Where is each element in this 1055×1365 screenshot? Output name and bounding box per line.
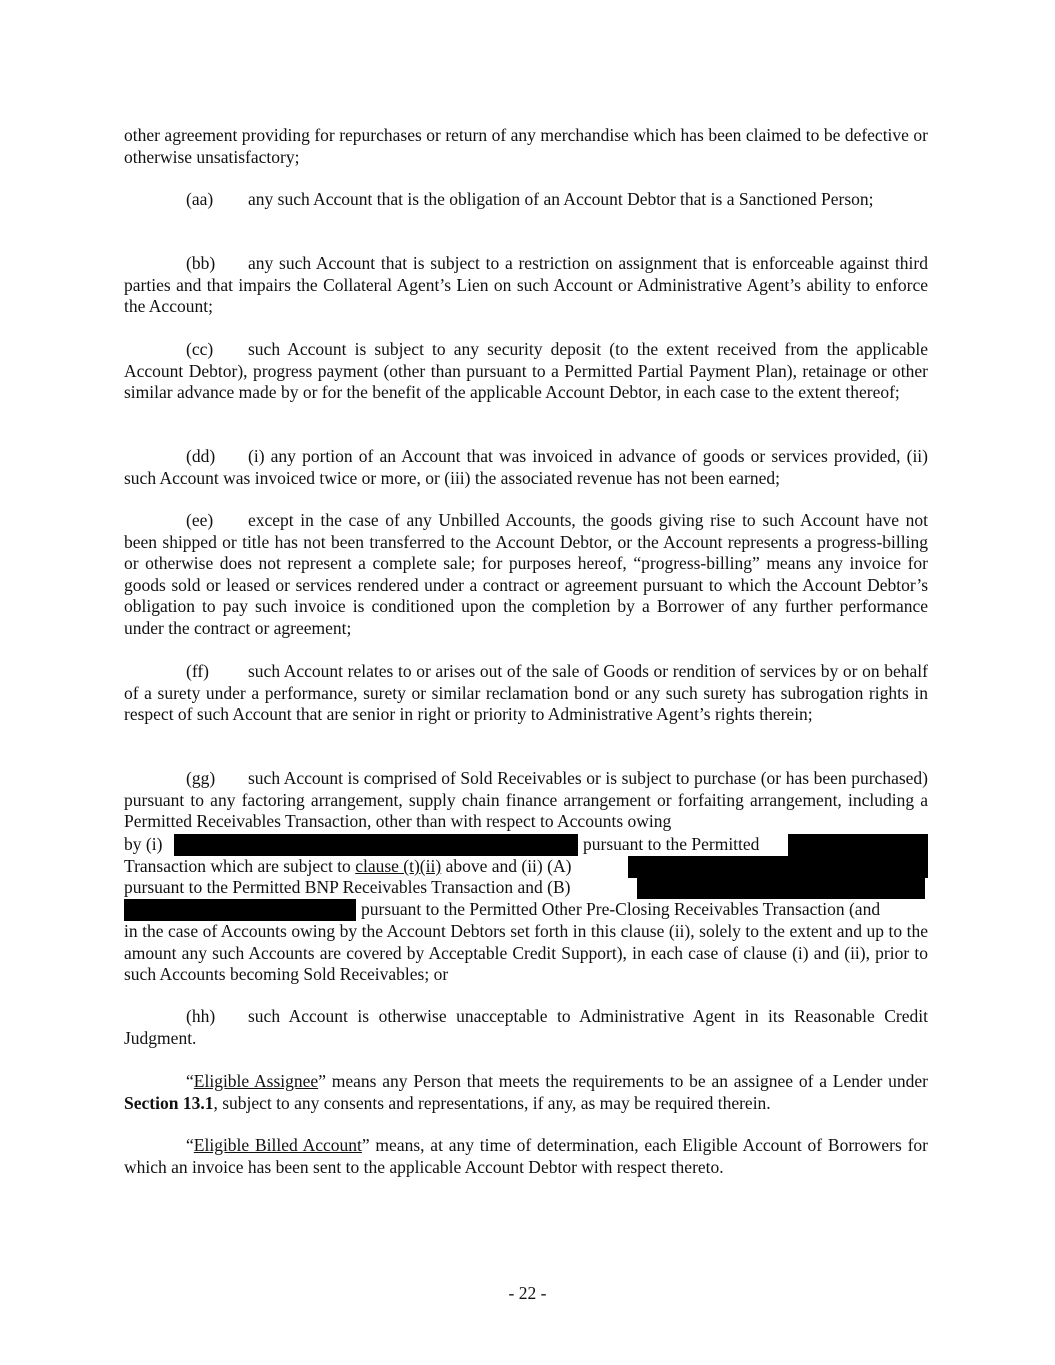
clause-label: (gg)	[186, 768, 216, 788]
clause-label: (ee)	[186, 510, 214, 530]
gg-line-1a: by (i)	[124, 834, 163, 854]
definition-text: ” means any Person that meets the requirements to be an assignee of a Lender under	[318, 1071, 928, 1091]
clause-text: any such Account that is the obligation of an Account Debtor that is a Sanctioned Person;	[248, 189, 874, 209]
definition-eligible-billed-account	[124, 1135, 928, 1178]
clause-label: (bb)	[186, 253, 216, 273]
clause-text: such Account is comprised of Sold Receivables or is subject to purchase (or has been purchased) pursuant to any factoring arrangement, supply chain finance arrangement or forfaiting arrangement, including a Permitted Receivables Transaction, other than with respect to Accounts owing	[124, 768, 928, 832]
gg-line-2b: above and (ii) (A)	[445, 856, 572, 876]
quote-mark: “	[186, 1135, 194, 1155]
clause-ff	[124, 661, 928, 726]
redaction-block	[788, 834, 928, 856]
clause-text: except in the case of any Unbilled Accounts, the goods giving rise to such Account have not been shipped or title has not been transferred to the Account Debtor, or the Account represents a progress-billing or otherwise does not represent a complete sale; for purposes hereof, “progress-billing” means any invoice for goods sold or leased or services rendered under a contract or agreement pursuant to which the Account Debtor’s obligation to pay such invoice is conditioned upon the completion by a Borrower of any further performance under the contract or agreement;	[124, 510, 928, 638]
paragraph-intro: other agreement providing for repurchases or return of any merchandise which has been claimed to be defective or otherwise unsatisfactory;	[124, 125, 928, 167]
redaction-block	[637, 877, 925, 899]
clause-dd	[124, 446, 928, 489]
clause-text: such Account relates to or arises out of the sale of Goods or rendition of services by or on behalf of a surety under a performance, surety or similar reclamation bond or any such surety has subrogation rights in respect of such Account that are senior in right or priority to Administrative Agent’s rights therein;	[124, 661, 928, 725]
clause-label: (cc)	[186, 339, 214, 359]
clause-text: (i) any portion of an Account that was invoiced in advance of goods or services provided, (ii) such Account was invoiced twice or more, or (iii) the associated revenue has not been earned;	[124, 446, 928, 488]
gg-line-4: pursuant to the Permitted Other Pre-Closing Receivables Transaction (and	[361, 899, 881, 919]
clause-text: any such Account that is subject to a restriction on assignment that is enforceable against third parties and that impairs the Collateral Agent’s Lien on such Account or Administrative Agent’s ability to enforce the Account;	[124, 253, 928, 317]
clause-gg-end: in the case of Accounts owing by the Account Debtors set forth in this clause (ii), solely to the extent and up to the amount any such Accounts are covered by Acceptable Credit Support), in each case of clause (i) and (ii), prior to such Accounts becoming Sold Receivables; or	[124, 921, 928, 985]
clause-reference: clause (t)(ii)	[355, 856, 442, 876]
gg-line-1b: pursuant to the Permitted	[583, 834, 760, 854]
clause-label: (aa)	[186, 189, 214, 209]
page-number: - 22 -	[508, 1283, 547, 1303]
clause-hh	[124, 1006, 928, 1049]
gg-line-3: pursuant to the Permitted BNP Receivables Transaction and (B)	[124, 877, 571, 897]
redaction-block	[628, 856, 928, 878]
redaction-block	[124, 899, 356, 921]
clause-ee	[124, 510, 928, 640]
clause-label: (dd)	[186, 446, 216, 466]
clause-bb	[124, 253, 928, 318]
definition-eligible-assignee	[124, 1071, 928, 1114]
gg-line-2a: Transaction which are subject to	[124, 856, 351, 876]
clause-text: such Account is otherwise unacceptable to Administrative Agent in its Reasonable Credit Judgment.	[124, 1006, 928, 1048]
clause-gg	[124, 768, 928, 833]
clause-text: such Account is subject to any security deposit (to the extent received from the applicable Account Debtor), progress payment (other than pursuant to a Permitted Partial Payment Plan), retainage or other similar advance made by or for the benefit of the applicable Account Debtor, in each case to the extent thereof;	[124, 339, 928, 403]
clause-aa	[124, 189, 928, 211]
defined-term: Eligible Billed Account	[193, 1135, 362, 1155]
definition-text: , subject to any consents and representations, if any, as may be required therein.	[213, 1092, 771, 1113]
clause-cc	[124, 339, 928, 404]
clause-label: (ff)	[186, 661, 209, 681]
section-reference: Section 13.1	[124, 1092, 214, 1113]
defined-term: Eligible Assignee	[193, 1071, 319, 1091]
gg-line-2	[124, 856, 571, 878]
quote-mark: “	[186, 1071, 194, 1091]
clause-label: (hh)	[186, 1006, 216, 1026]
redaction-block	[174, 834, 578, 856]
definition-text: ” means, at any time of determination, each Eligible Account of Borrowers for which an invoice has been sent to the applicable Account Debtor with respect thereto.	[124, 1135, 928, 1177]
